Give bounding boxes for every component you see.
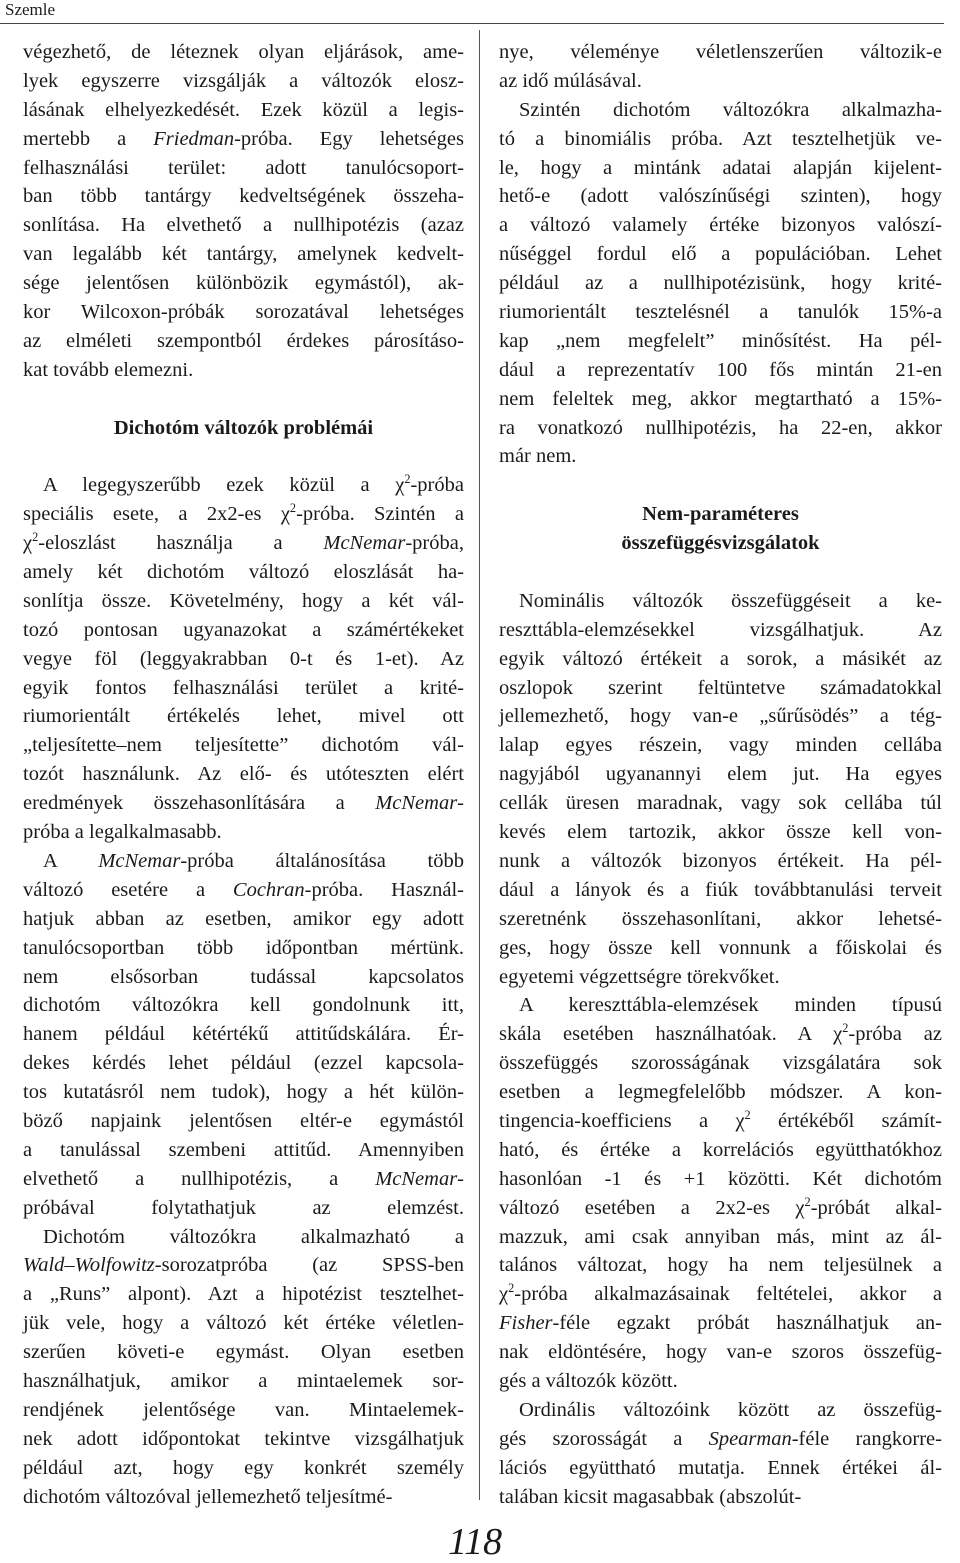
right-text-line: jellemezhető, hogy van-e „sűrűsödés” a tég-: [499, 705, 942, 728]
section-heading-dichotomous: Dichotóm változók problémái: [113, 416, 374, 439]
page-number: 118: [448, 1521, 503, 1563]
column-divider: [479, 30, 480, 1500]
left-text-line: tozó pontosan ugyanazokat a számértékeket: [23, 618, 464, 641]
right-text-line: egyik változó értékeit a sorok, a másikét az: [499, 647, 942, 670]
left-text-line: hatjuk abban az esetben, amikor egy adott: [23, 907, 464, 930]
right-text-line: egyetemi végzettségre törekvőket.: [499, 965, 780, 988]
left-text-line: kor Wilcoxon-próbák sorozatával lehetséges: [23, 301, 464, 324]
left-text-line: ban több tantárgy kedveltségének összeha-: [23, 185, 464, 208]
right-text-line: összefüggés szorosságának vizsgálatára sok: [499, 1052, 942, 1075]
left-text-line: a tanulással szembeni attitűd. Amennyiben: [23, 1138, 464, 1161]
left-text-line: Dichotóm változókra alkalmazható a: [43, 1225, 464, 1248]
left-text-line: dekes kérdés lehet például (ezzel kapcsola-: [23, 1052, 464, 1075]
right-text-line: ható, és értéke a korrelációs együtthatókhoz: [499, 1138, 942, 1161]
right-text-line: Szintén dichotóm változókra alkalmazha-: [519, 98, 942, 121]
right-text-line: $\chi^2$-próba alkalmazásainak feltételei, akkor a: [499, 1281, 942, 1306]
right-text-line: a változó valamely értéke bizonyos valószí-: [499, 214, 942, 237]
left-text-line: tozót használunk. Az elő- és utóteszten elért: [23, 763, 464, 786]
left-text-line: felhasználási terület: adott tanulócsoport-: [23, 156, 464, 179]
right-text-line: Ordinális változóink között az összefüg-: [519, 1398, 942, 1421]
right-text-line: tó a binomiális próba. Azt tesztelhetjük ve-: [499, 127, 942, 150]
right-text-line: nem feleltek meg, akkor megtartható a 15%-: [499, 387, 942, 410]
paragraph-gap: [499, 471, 942, 500]
right-text-line: lációs együttható mutatja. Ennek értékei ál-: [499, 1456, 942, 1479]
right-text-line: riumorientált tesztelésnél a tanulók 15%-a: [499, 301, 942, 324]
left-text-line: tos kutatásról nem tudok), hogy a hét külön-: [23, 1081, 464, 1104]
right-text-line: változó esetében a 2x2-es $\chi^2$-próbát alkal-: [499, 1194, 942, 1219]
left-text-line: rendjének jelentősége van. Mintaelemek-: [23, 1398, 464, 1421]
right-text-line: skála esetében használhatóak. A $\chi^2$-próba az: [499, 1021, 943, 1046]
left-text-line: sége jelentősen különbözik egymástól), ak-: [23, 272, 464, 295]
right-text-line: Nominális változók összefüggéseit a ke-: [519, 589, 942, 612]
right-text-line: reszttábla-elemzésekkel vizsgálhatjuk. Az: [499, 618, 942, 641]
right-column: [499, 38, 942, 1511]
section-heading-nonparametric-2: összefüggésvizsgálatok: [621, 532, 820, 555]
right-text-line: esetben a legmegfelelőbb módszer. A kon-: [499, 1081, 942, 1104]
right-text-line: kap „nem megfelelt” minősítést. Ha pél-: [499, 329, 942, 352]
left-text-line: jük vele, hogy a változó két értéke véletlen-: [23, 1312, 464, 1335]
left-column: [23, 38, 464, 1511]
left-text-line: amely két dichotóm változó eloszlását ha-: [23, 561, 464, 584]
right-text-line: oszlopok szerint feltüntetve számadatokkal: [499, 676, 942, 699]
right-text-line: tingencia-koefficiens a $\chi^2$ értékéből számít-: [499, 1108, 942, 1132]
right-text-line: nak eldöntésére, hogy van-e szoros összefüg-: [499, 1341, 942, 1364]
right-text-line: talában kicsit magasabbak (abszolút-: [499, 1485, 802, 1508]
right-text-line: le, hogy a mintánk adatai alapján kijelent-: [499, 156, 942, 179]
right-text-line: cellák üresen maradnak, vagy sok cellába túl: [499, 792, 942, 815]
right-text-line: az idő múlásával.: [499, 69, 642, 92]
section-label: Szemle: [5, 0, 56, 19]
right-text-line: mazzuk, ami csak annyiban más, mint az ál-: [499, 1225, 942, 1248]
right-text-line: hető-e (adott valószínűségi szinten), hogy: [499, 185, 942, 208]
left-text-line: próba a legalkalmasabb.: [23, 821, 222, 844]
left-text-line: egyik fontos felhasználási terület a krité-: [23, 676, 464, 699]
right-text-line: Fisher-féle egzakt próbát használhatjuk an-: [499, 1312, 942, 1335]
left-text-line: sonlítja össze. Követelmény, hogy a két vál-: [23, 589, 464, 612]
left-text-line: lyek egyszerre vizsgálják a változók elosz-: [23, 69, 464, 92]
right-text-line: A kereszttábla-elemzések minden típusú: [519, 994, 942, 1017]
left-text-line: próbával folytathatjuk az elemzést.: [23, 1196, 464, 1219]
left-text-line: speciális esete, a 2x2-es $\chi^2$-próba. Szintén a: [23, 501, 464, 526]
left-text-line: eredmények összehasonlítására a McNemar-: [23, 792, 464, 815]
right-text-line: dául a reprezentatív 100 fős mintán 21-en: [499, 358, 942, 381]
paragraph-gap: [23, 442, 464, 471]
left-text-line: Wald–Wolfowitz-sorozatpróba (az SPSS-ben: [23, 1254, 464, 1277]
left-text-line: böző napjaink jelentősen eltér-e egymástól: [23, 1109, 464, 1132]
left-text-line: dichotóm változókra kell gondolnunk itt,: [23, 994, 464, 1017]
right-text-line: talános változat, hogy ha nem teljesülnek a: [499, 1254, 942, 1277]
paragraph-gap: [23, 385, 464, 414]
left-text-line: riumorientált értékelés lehet, mivel ott: [23, 705, 464, 728]
right-text-line: nye, véleménye véletlenszerűen változik-e: [499, 41, 942, 63]
right-text-line: például az a nullhipotézisünk, hogy krité-: [499, 272, 942, 295]
left-text-line: változó esetére a Cochran-próba. Használ-: [23, 878, 464, 901]
left-text-line: vegye föl (leggyakrabban 0-t és 1-et). Az: [23, 647, 464, 670]
left-text-line: lásának elhelyezkedését. Ezek közül a legis-: [23, 98, 464, 121]
left-text-line: szerűen követi-e egymást. Olyan esetben: [23, 1341, 464, 1364]
left-text-line: „teljesítette–nem teljesítette” dichotóm vál-: [23, 734, 464, 757]
left-text-line: van legalább két tantárgy, amelynek kedvelt-: [23, 243, 464, 266]
left-text-line: kat tovább elemezni.: [23, 358, 194, 381]
right-text-line: lalap egyes részein, vagy minden cellába: [499, 734, 942, 757]
section-heading-nonparametric: Nem-paraméteres: [642, 503, 799, 526]
left-text-line: az elméleti szempontból érdekes párosításo-: [23, 329, 464, 352]
left-text-line: elvethető a nullhipotézis, a McNemar-: [23, 1167, 464, 1190]
left-text-line: végezhető, de léteznek olyan eljárások, ame-: [23, 41, 464, 63]
left-text-line: dichotóm változóval jellemezhető teljesítmé-: [23, 1485, 393, 1508]
right-text-line: ra vonatkozó nullhipotézis, ha 22-en, akkor: [499, 416, 942, 439]
right-text-line: már nem.: [499, 445, 577, 468]
right-text-line: nagyjából ugyanannyi elem jut. Ha egyes: [499, 763, 942, 786]
left-text-line: hanem például kétértékű attitűdskálára. Ér-: [23, 1023, 464, 1046]
left-text-line: sonlítása. Ha elvethető a nullhipotézis (azaz: [23, 214, 464, 237]
left-text-line: a „Runs” alpont). Azt a hipotézist tesztelhet-: [23, 1283, 464, 1306]
right-text-line: gés a változók között.: [499, 1369, 678, 1392]
running-header: [0, 0, 944, 24]
left-text-line: nek adott időpontokat tekintve vizsgálhatjuk: [23, 1427, 464, 1450]
right-text-line: dául a lányok és a fiúk továbbtanulási terveit: [499, 878, 942, 901]
right-text-line: szeretnénk összehasonlítani, akkor lehetsé-: [499, 907, 942, 930]
right-text-line: hasonlóan -1 és +1 közötti. Két dichotóm: [499, 1167, 942, 1190]
left-text-line: $\chi^2$-eloszlást használja a McNemar-próba,: [23, 530, 464, 555]
paragraph-gap: [499, 558, 942, 587]
right-text-line: nunk a változók bizonyos értékeit. Ha pél-: [499, 849, 942, 872]
header-rule: [0, 23, 944, 24]
left-text-line: például azt, hogy egy konkrét személy: [23, 1456, 464, 1479]
right-text-line: ges, hogy össze kell vonnunk a főiskolai és: [499, 936, 942, 959]
left-text-line: mertebb a Friedman-próba. Egy lehetséges: [23, 127, 464, 150]
left-text-line: nem elsősorban tudással kapcsolatos: [23, 965, 464, 988]
left-text-line: használhatjuk, amikor a mintaelemek sor-: [23, 1369, 464, 1392]
left-text-line: A McNemar-próba általánosítása több: [43, 849, 464, 872]
right-text-line: kevés elem tartozik, akkor össze kell von-: [499, 821, 942, 844]
right-text-line: nűséggel fordul elő a populációban. Lehet: [499, 243, 942, 266]
left-text-line: tanulócsoportban több időpontban mértünk.: [23, 936, 464, 959]
right-text-line: gés szorosságát a Spearman-féle rangkorre-: [499, 1427, 942, 1450]
left-text-line: A legegyszerűbb ezek közül a $\chi^2$-próba: [43, 472, 464, 497]
